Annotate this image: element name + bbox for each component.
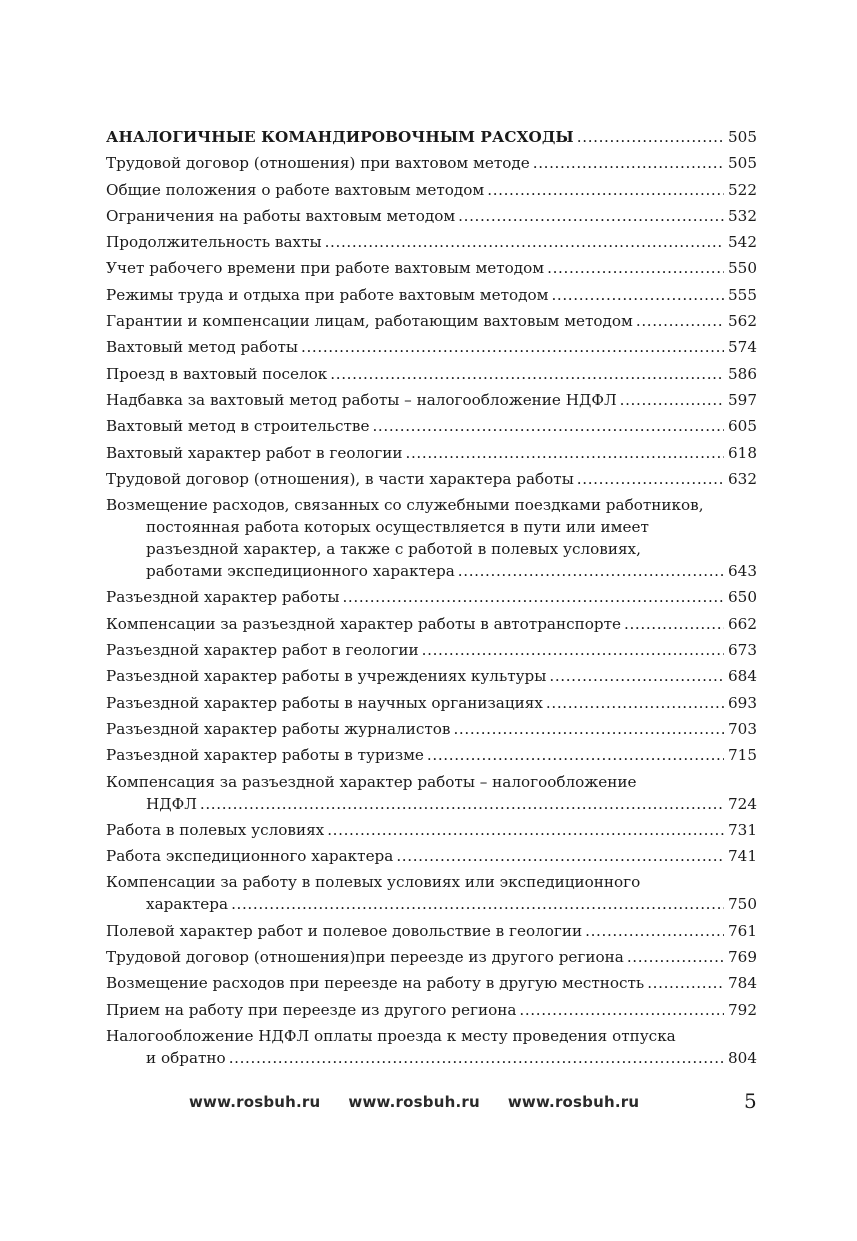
toc-entry-page: 684 xyxy=(728,667,757,686)
toc-entry-title: Вахтовый характер работ в геологии xyxy=(106,443,403,462)
dot-leader xyxy=(327,819,724,841)
toc-entry[interactable] xyxy=(106,231,757,253)
dot-leader xyxy=(453,718,724,740)
dot-leader xyxy=(427,744,724,766)
toc-entry[interactable] xyxy=(106,613,757,635)
toc-entry-page: 555 xyxy=(728,285,757,304)
toc-entry[interactable] xyxy=(106,972,757,994)
toc-entry-title: Разъездной характер работы в туризме xyxy=(106,746,424,765)
toc-entry-title-line: постоянная работа которых осуществляется в пути или имеет xyxy=(146,518,649,537)
dot-leader xyxy=(577,468,724,490)
toc-section-heading: АНАЛОГИЧНЫЕ КОМАНДИРОВОЧНЫМ РАСХОДЫ xyxy=(106,128,574,146)
toc-entry-page: 522 xyxy=(728,180,757,199)
toc-entry-title-line: характера xyxy=(146,895,229,914)
toc-entry-page: 731 xyxy=(728,820,757,839)
toc-entry-page: 750 xyxy=(728,895,757,914)
footer-site-link[interactable]: www.rosbuh.ru xyxy=(189,1093,321,1111)
dot-leader xyxy=(551,284,724,306)
dot-leader xyxy=(372,415,724,437)
toc-entry-title: Разъездной характер работ в геологии xyxy=(106,641,419,660)
toc-entry[interactable] xyxy=(106,665,757,687)
toc-entry-page: 724 xyxy=(728,794,757,813)
dot-leader xyxy=(422,639,724,661)
toc-entry-title: Трудовой договор (отношения), в части характера работы xyxy=(106,469,574,488)
toc-entry-page: 703 xyxy=(728,719,757,738)
toc-entry[interactable] xyxy=(106,771,757,815)
toc-entry-title: Режимы труда и отдыха при работе вахтовым методом xyxy=(106,285,549,304)
toc-entry-title: Работа в полевых условиях xyxy=(106,820,325,839)
toc-entry[interactable] xyxy=(106,1025,757,1069)
toc-entry-title: Разъездной характер работы в научных организациях xyxy=(106,693,543,712)
toc-entry-title: Проезд в вахтовый поселок xyxy=(106,364,328,383)
toc-entry-title-line: Компенсации за работу в полевых условиях или экспедиционного xyxy=(106,873,641,892)
toc-entry-title: Трудовой договор (отношения) при вахтовом методе xyxy=(106,154,530,173)
toc-entry-title: Разъездной характер работы в учреждениях культуры xyxy=(106,667,547,686)
toc-entry-title-line: НДФЛ xyxy=(146,794,197,813)
toc-entry-page: 804 xyxy=(728,1048,757,1067)
toc-entry-page: 574 xyxy=(728,338,757,357)
dot-leader xyxy=(200,793,724,815)
toc-entry[interactable] xyxy=(106,126,757,148)
toc-entry-title-line: Компенсация за разъездной характер работы – налогообложение xyxy=(106,772,637,791)
dot-leader xyxy=(406,442,725,464)
toc-entry-title: Возмещение расходов при переезде на работу в другую местность xyxy=(106,974,645,993)
toc-entry[interactable] xyxy=(106,415,757,437)
toc-entry-title: Компенсации за разъездной характер работы в автотранспорте xyxy=(106,614,621,633)
toc-entry-page: 605 xyxy=(728,417,757,436)
dot-leader xyxy=(487,179,724,201)
toc-entry-page: 741 xyxy=(728,847,757,866)
dot-leader xyxy=(627,946,724,968)
toc-entry-title-line: Возмещение расходов, связанных со служебными поездками работников, xyxy=(106,496,704,515)
toc-entry-page: 662 xyxy=(728,614,757,633)
toc-entry[interactable] xyxy=(106,310,757,332)
toc-entry-title: Полевой характер работ и полевое довольствие в геологии xyxy=(106,921,583,940)
toc-entry[interactable] xyxy=(106,692,757,714)
dot-leader xyxy=(647,972,724,994)
toc-entry-page: 618 xyxy=(728,443,757,462)
toc-entry-page: 784 xyxy=(728,974,757,993)
toc-entry[interactable] xyxy=(106,363,757,385)
toc-entry-title: Прием на работу при переезде из другого региона xyxy=(106,1000,517,1019)
dot-leader xyxy=(533,152,724,174)
toc-entry-title: Продолжительность вахты xyxy=(106,233,322,252)
toc-entry-page: 761 xyxy=(728,921,757,940)
toc-entry-page: 505 xyxy=(728,154,757,173)
toc-entry-page: 673 xyxy=(728,641,757,660)
toc-entry-title: Вахтовый метод работы xyxy=(106,338,298,357)
toc-entry-page: 562 xyxy=(728,312,757,331)
toc-entry[interactable] xyxy=(106,586,757,608)
toc-entry-title: Вахтовый метод в строительстве xyxy=(106,417,370,436)
toc-entry-title: Общие положения о работе вахтовым методом xyxy=(106,180,485,199)
toc-entry[interactable] xyxy=(106,257,757,279)
toc-entry[interactable] xyxy=(106,845,757,867)
toc-entry-title: Гарантии и компенсации лицам, работающим вахтовым методом xyxy=(106,312,633,331)
toc-entry-title-line: и обратно xyxy=(146,1048,226,1067)
toc-entry[interactable] xyxy=(106,946,757,968)
toc-entry-title: Разъездной характер работы xyxy=(106,588,340,607)
toc-entry[interactable] xyxy=(106,442,757,464)
dot-leader xyxy=(458,560,724,582)
toc-entry[interactable] xyxy=(106,152,757,174)
toc-entry[interactable] xyxy=(106,468,757,490)
toc-entry-title-line: работами экспедиционного характера xyxy=(146,562,455,581)
toc-entry-page: 792 xyxy=(728,1000,757,1019)
dot-leader xyxy=(330,363,724,385)
dot-leader xyxy=(342,586,724,608)
toc-entry[interactable] xyxy=(106,718,757,740)
toc-entry[interactable] xyxy=(106,284,757,306)
dot-leader xyxy=(624,613,724,635)
dot-leader xyxy=(547,257,724,279)
footer-site-link[interactable]: www.rosbuh.ru xyxy=(507,1093,640,1111)
toc-entry-page: 693 xyxy=(728,693,757,712)
toc-entry[interactable] xyxy=(106,871,757,915)
toc-entry-title: Ограничения на работы вахтовым методом xyxy=(106,206,456,225)
toc-entry-last-line xyxy=(106,893,757,915)
toc-entry-page: 550 xyxy=(728,259,757,278)
toc-entry[interactable] xyxy=(106,336,757,358)
toc-entry[interactable] xyxy=(106,920,757,942)
toc-entry-page: 769 xyxy=(728,948,757,967)
dot-leader xyxy=(546,692,724,714)
toc-entry-last-line xyxy=(106,1047,757,1069)
toc-entry[interactable] xyxy=(106,494,757,582)
toc-entry[interactable] xyxy=(106,639,757,661)
toc-entry[interactable] xyxy=(106,389,757,411)
toc-entry-title-line: разъездной характер, а также с работой в полевых условиях, xyxy=(146,540,641,559)
toc-entry-page: 597 xyxy=(728,390,757,409)
toc-entry[interactable] xyxy=(106,999,757,1021)
toc-entry-page: 505 xyxy=(728,128,757,146)
toc-entry-page: 532 xyxy=(728,206,757,225)
toc-entry-page: 650 xyxy=(728,588,757,607)
dot-leader xyxy=(325,231,724,253)
dot-leader xyxy=(636,310,724,332)
dot-leader xyxy=(301,336,724,358)
toc-entry-last-line xyxy=(106,793,757,815)
toc-entry-title-line: Налогообложение НДФЛ оплаты проезда к месту проведения отпуска xyxy=(106,1026,676,1045)
footer-site-link[interactable]: www.rosbuh.ru xyxy=(348,1093,480,1111)
footer-sites xyxy=(189,1093,639,1111)
dot-leader xyxy=(519,999,724,1021)
dot-leader xyxy=(585,920,724,942)
toc-entry-page: 643 xyxy=(728,562,757,581)
dot-leader xyxy=(231,893,724,915)
toc-entry-title: Разъездной характер работы журналистов xyxy=(106,719,451,738)
toc-entry-title: Надбавка за вахтовый метод работы – налогообложение НДФЛ xyxy=(106,390,617,409)
dot-leader xyxy=(458,205,724,227)
toc-entry-page: 715 xyxy=(728,746,757,765)
toc-entry-page: 542 xyxy=(728,233,757,252)
toc-entry-title: Трудовой договор (отношения)при переезде из другого региона xyxy=(106,948,624,967)
dot-leader xyxy=(549,665,724,687)
toc-entry-title: Учет рабочего времени при работе вахтовым методом xyxy=(106,259,545,278)
dot-leader xyxy=(396,845,724,867)
dot-leader xyxy=(577,126,724,148)
toc-entry-last-line xyxy=(106,560,757,582)
dot-leader xyxy=(229,1047,724,1069)
toc-entry[interactable] xyxy=(106,744,757,766)
page-number: 5 xyxy=(744,1089,757,1113)
toc-entry[interactable] xyxy=(106,819,757,841)
toc-entry-title: Работа экспедиционного характера xyxy=(106,847,394,866)
toc-entry[interactable] xyxy=(106,179,757,201)
toc-entry-page: 632 xyxy=(728,469,757,488)
dot-leader xyxy=(620,389,724,411)
table-of-contents xyxy=(106,126,757,1073)
toc-entry[interactable] xyxy=(106,205,757,227)
toc-entry-page: 586 xyxy=(728,364,757,383)
